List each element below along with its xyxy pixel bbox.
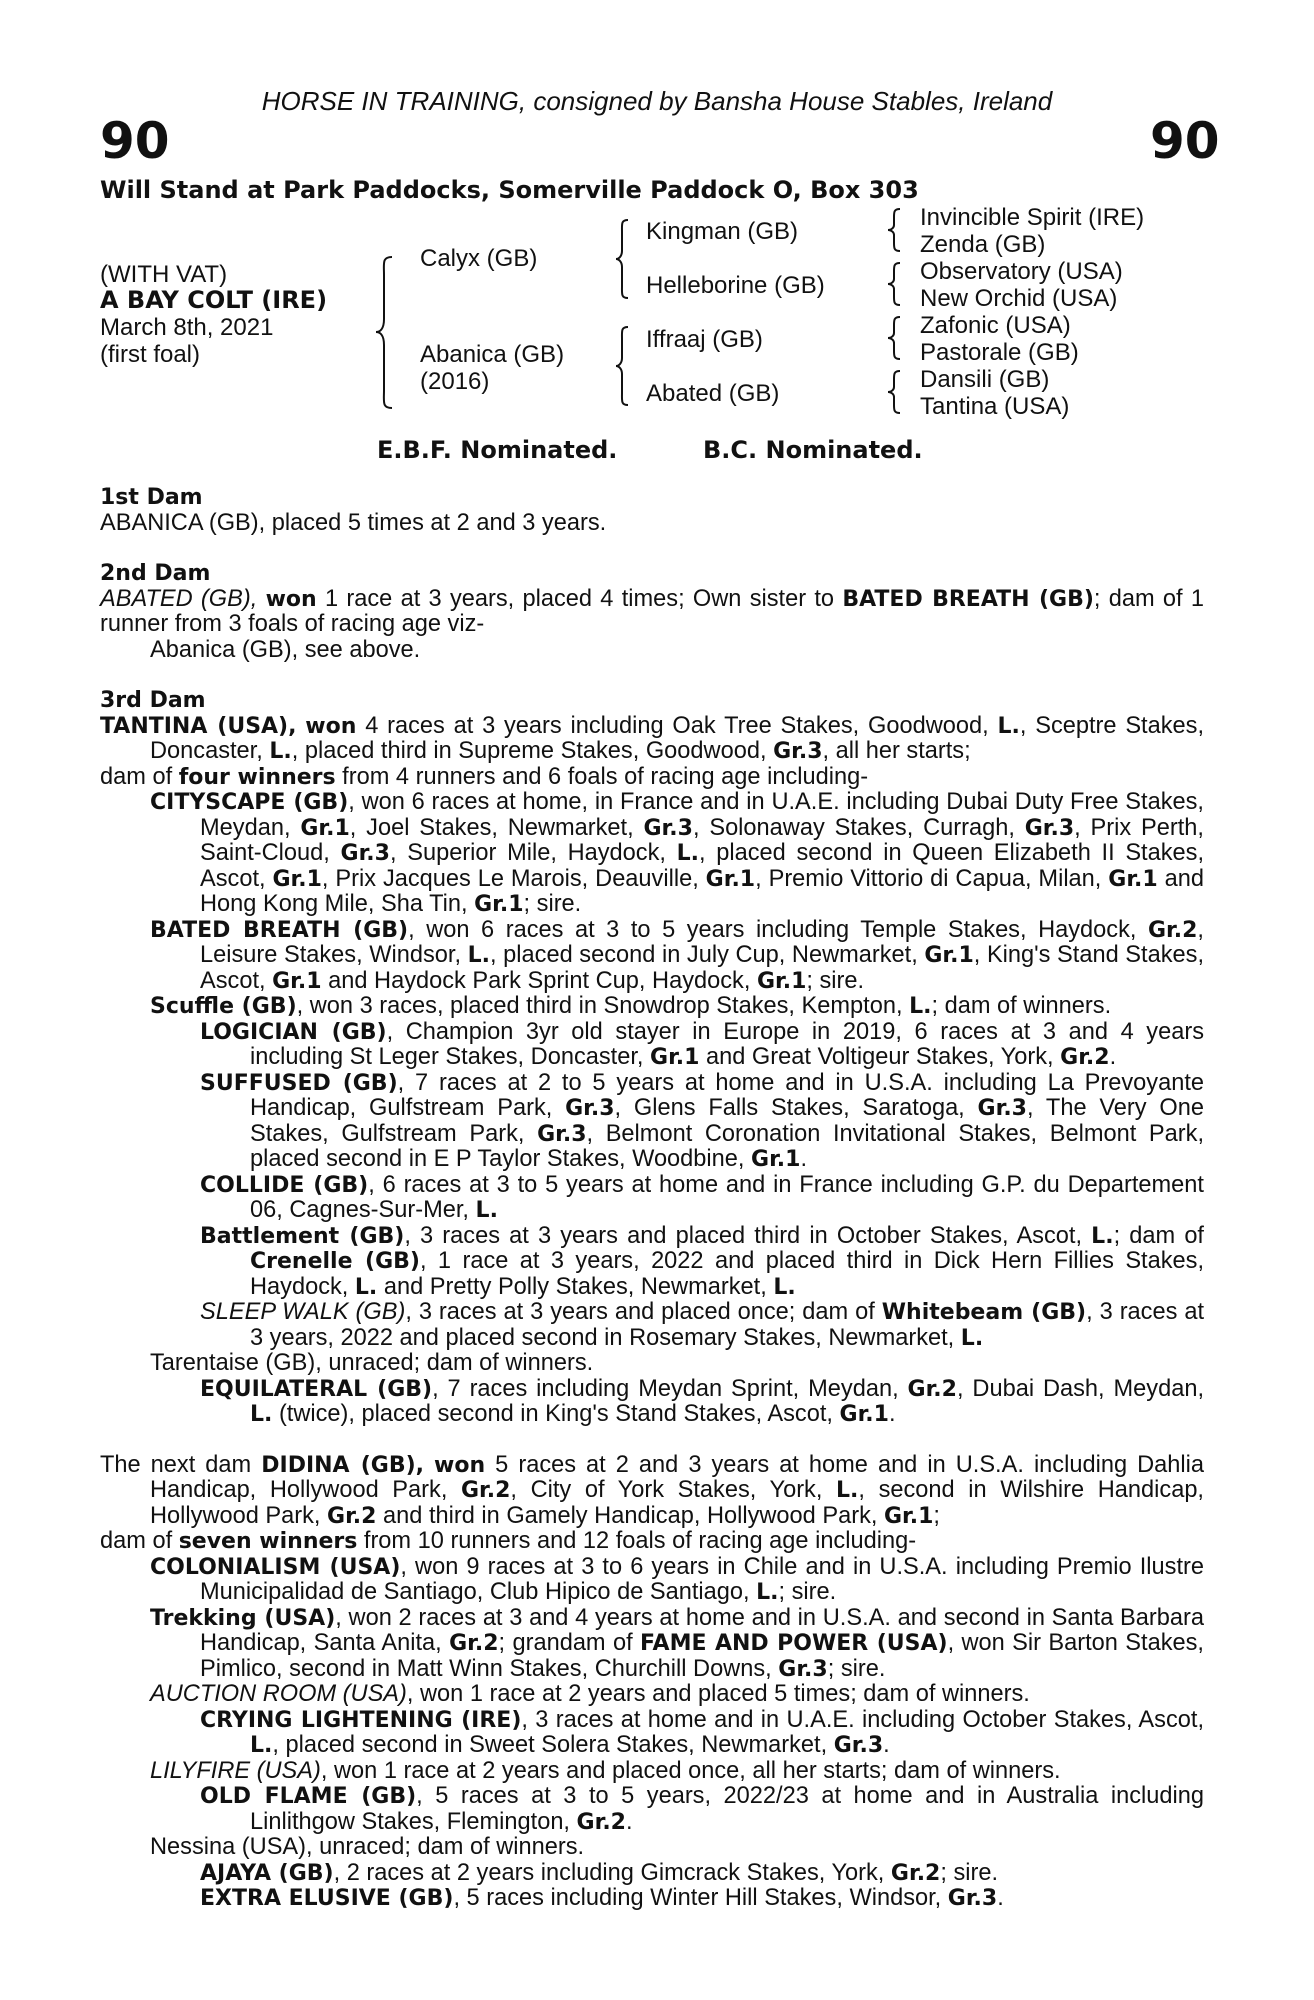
lot-number-right: 90 (1150, 112, 1220, 170)
catalogue-header: HORSE IN TRAINING, consigned by Bansha House Stables, Ireland (261, 86, 1053, 116)
ancestor-tantina: Tantina (USA) (920, 393, 1070, 420)
entry-crying-lightening: CRYING LIGHTENING (IRE), 3 races at home and in U.A.E. including October Stakes, Ascot, L., placed second in Sweet Solera Stakes, Newmarket, Gr.3. (200, 1706, 1204, 1758)
foal-note: (first foal) (100, 341, 201, 368)
ancestor-dansili: Dansili (GB) (920, 366, 1050, 393)
entry-sleep-walk: SLEEP WALK (GB), 3 races at 3 years and placed once; dam of Whitebeam (GB), 3 races at 3 years, 2022 and placed second in Rosemary Stakes, Newmarket, L. (200, 1299, 1205, 1351)
entry-logician: LOGICIAN (GB), Champion 3yr old stayer in Europe in 2019, 6 races at 3 and 4 years including St Leger Stakes, Doncaster, Gr.1 and Great Voltigeur Stakes, York, Gr.2. (200, 1018, 1204, 1070)
ancestor-invincible-spirit: Invincible Spirit (IRE) (920, 204, 1145, 231)
entry-nessina: Nessina (USA), unraced; dam of winners. (150, 1834, 585, 1860)
entry-colonialism: COLONIALISM (USA), won 9 races at 3 to 6 years in Chile and in U.S.A. including Premio Ilustre Municipalidad de Santiago, Club Hipico de Santiago, L.; sire. (150, 1553, 1204, 1605)
stand-location: Will Stand at Park Paddocks, Somerville Paddock O, Box 303 (100, 176, 919, 204)
brace-gen3-4 (886, 369, 902, 415)
dam-year: (2016) (420, 368, 490, 395)
bc-nominated: B.C. Nominated. (703, 436, 923, 464)
entry-collide: COLLIDE (GB), 6 races at 3 to 5 years at home and in France including G.P. du Departement 06, Cagnes-Sur-Mer, L. (200, 1171, 1204, 1223)
ancestor-observatory: Observatory (USA) (920, 258, 1123, 285)
second-dam-heading: 2nd Dam (100, 561, 211, 586)
ancestor-zenda: Zenda (GB) (920, 231, 1046, 258)
first-dam-heading: 1st Dam (100, 485, 203, 510)
second-dam-text: ABATED (GB), won 1 race at 3 years, placed 4 times; Own sister to BATED BREATH (GB); dam of 1 runner from 3 foals of racing age viz- (100, 585, 1205, 637)
brace-parents (374, 255, 394, 410)
ancestor-new-orchid: New Orchid (USA) (920, 285, 1118, 312)
dam-sire: Iffraaj (GB) (646, 326, 763, 353)
ancestor-zafonic: Zafonic (USA) (920, 312, 1071, 339)
brace-gen3-1 (886, 207, 902, 253)
entry-trekking: Trekking (USA), won 2 races at 3 and 4 years at home and in U.S.A. and second in Santa Barbara Handicap, Santa Anita, Gr.2; grandam of FAME AND POWER (USA), won Sir Barton Stakes, Pimlico, second in Matt Winn Stakes, Churchill Downs, Gr.3; sire. (150, 1604, 1204, 1682)
lot-number-left: 90 (100, 112, 170, 170)
ebf-nominated: E.B.F. Nominated. (377, 436, 618, 464)
sire-name: Calyx (GB) (420, 245, 538, 272)
entry-scuffle: Scuffle (GB), won 3 races, placed third in Snowdrop Stakes, Kempton, L.; dam of winners. (150, 993, 1112, 1019)
entry-auction-room: AUCTION ROOM (USA), won 1 race at 2 years and placed 5 times; dam of winners. (150, 1681, 1030, 1707)
first-dam-text: ABANICA (GB), placed 5 times at 2 and 3 years. (100, 509, 607, 536)
entry-suffused: SUFFUSED (GB), 7 races at 2 to 5 years at home and in U.S.A. including La Prevoyante Handicap, Gulfstream Park, Gr.3, Glens Falls Stakes, Saratoga, Gr.3, The Very One Stakes, Gulfstream Park, Gr.3, Belmont Coronation Invitational Stakes, Belmont Park, placed second in E P Taylor Stakes, Woodbine, Gr.1. (200, 1069, 1204, 1172)
date-of-birth: March 8th, 2021 (100, 314, 274, 341)
entry-cityscape: CITYSCAPE (GB), won 6 races at home, in France and in U.A.E. including Dubai Duty Free Stakes, Meydan, Gr.1, Joel Stakes, Newmarket, Gr.3, Solonaway Stakes, Curragh, Gr.3, Prix Perth, Saint-Cloud, Gr.3, Superior Mile, Haydock, L., placed second in Queen Elizabeth II Stakes, Ascot, Gr.1, Prix Jacques Le Marois, Deauville, Gr.1, Premio Vittorio di Capua, Milan, Gr.1 and Hong Kong Mile, Sha Tin, Gr.1; sire. (150, 789, 1205, 917)
brace-gen3-3 (886, 315, 902, 361)
third-dam-text: TANTINA (USA), won 4 races at 3 years including Oak Tree Stakes, Goodwood, L., Sceptre Stakes, Doncaster, L., placed third in Supreme Stakes, Goodwood, Gr.3, all her starts; (100, 712, 1205, 764)
next-dam-summary: dam of seven winners from 10 runners and 12 foals of racing age including- (100, 1528, 917, 1554)
sire-dam: Helleborine (GB) (646, 272, 825, 299)
dam-name: Abanica (GB) (420, 341, 565, 368)
third-dam-heading: 3rd Dam (100, 688, 206, 713)
entry-extra-elusive: EXTRA ELUSIVE (GB), 5 races including Winter Hill Stakes, Windsor, Gr.3. (200, 1885, 1004, 1911)
entry-old-flame: OLD FLAME (GB), 5 races at 3 to 5 years, 2022/23 at home and in Australia including Linlithgow Stakes, Flemington, Gr.2. (200, 1783, 1205, 1835)
ancestor-pastorale: Pastorale (GB) (920, 339, 1079, 366)
entry-bated-breath: BATED BREATH (GB), won 6 races at 3 to 5 years including Temple Stakes, Haydock, Gr.2, Leisure Stakes, Windsor, L., placed second in July Cup, Newmarket, Gr.1, King's Stand Stakes, Ascot, Gr.1 and Haydock Park Sprint Cup, Haydock, Gr.1; sire. (150, 916, 1204, 994)
second-dam-progeny: Abanica (GB), see above. (150, 636, 421, 663)
entry-battlement: Battlement (GB), 3 races at 3 years and placed third in October Stakes, Ascot, L.; dam of Crenelle (GB), 1 race at 3 years, 2022 and placed third in Dick Hern Fillies Stakes, Haydock, L. and Pretty Polly Stakes, Newmarket, L. (200, 1222, 1204, 1300)
lot-subject-name: A BAY COLT (IRE) (100, 286, 328, 314)
pedigree-notes (100, 485, 1204, 1912)
entry-tarentaise: Tarentaise (GB), unraced; dam of winners. (150, 1350, 594, 1376)
third-dam-summary: dam of four winners from 4 runners and 6 foals of racing age including- (100, 763, 869, 790)
sire-sire: Kingman (GB) (646, 218, 799, 245)
entry-equilateral: EQUILATERAL (GB), 7 races including Meydan Sprint, Meydan, Gr.2, Dubai Dash, Meydan, L. (twice), placed second in King's Stand Stakes, Ascot, Gr.1. (200, 1375, 1205, 1427)
dam-dam: Abated (GB) (646, 380, 780, 407)
vat-note: (WITH VAT) (100, 261, 228, 288)
next-dam-text: The next dam DIDINA (GB), won 5 races at 2 and 3 years at home and in U.S.A. including Dahlia Handicap, Hollywood Park, Gr.2, City of York Stakes, York, L., second in Wilshire Handicap, Hollywood Park, Gr.2 and third in Gamely Handicap, Hollywood Park, Gr.1; (100, 1451, 1204, 1529)
brace-sire (614, 218, 630, 300)
brace-gen3-2 (886, 261, 902, 307)
entry-lilyfire: LILYFIRE (USA), won 1 race at 2 years and placed once, all her starts; dam of winners. (150, 1757, 1061, 1784)
entry-ajaya: AJAYA (GB), 2 races at 2 years including Gimcrack Stakes, York, Gr.2; sire. (200, 1859, 999, 1886)
brace-dam (614, 325, 630, 407)
